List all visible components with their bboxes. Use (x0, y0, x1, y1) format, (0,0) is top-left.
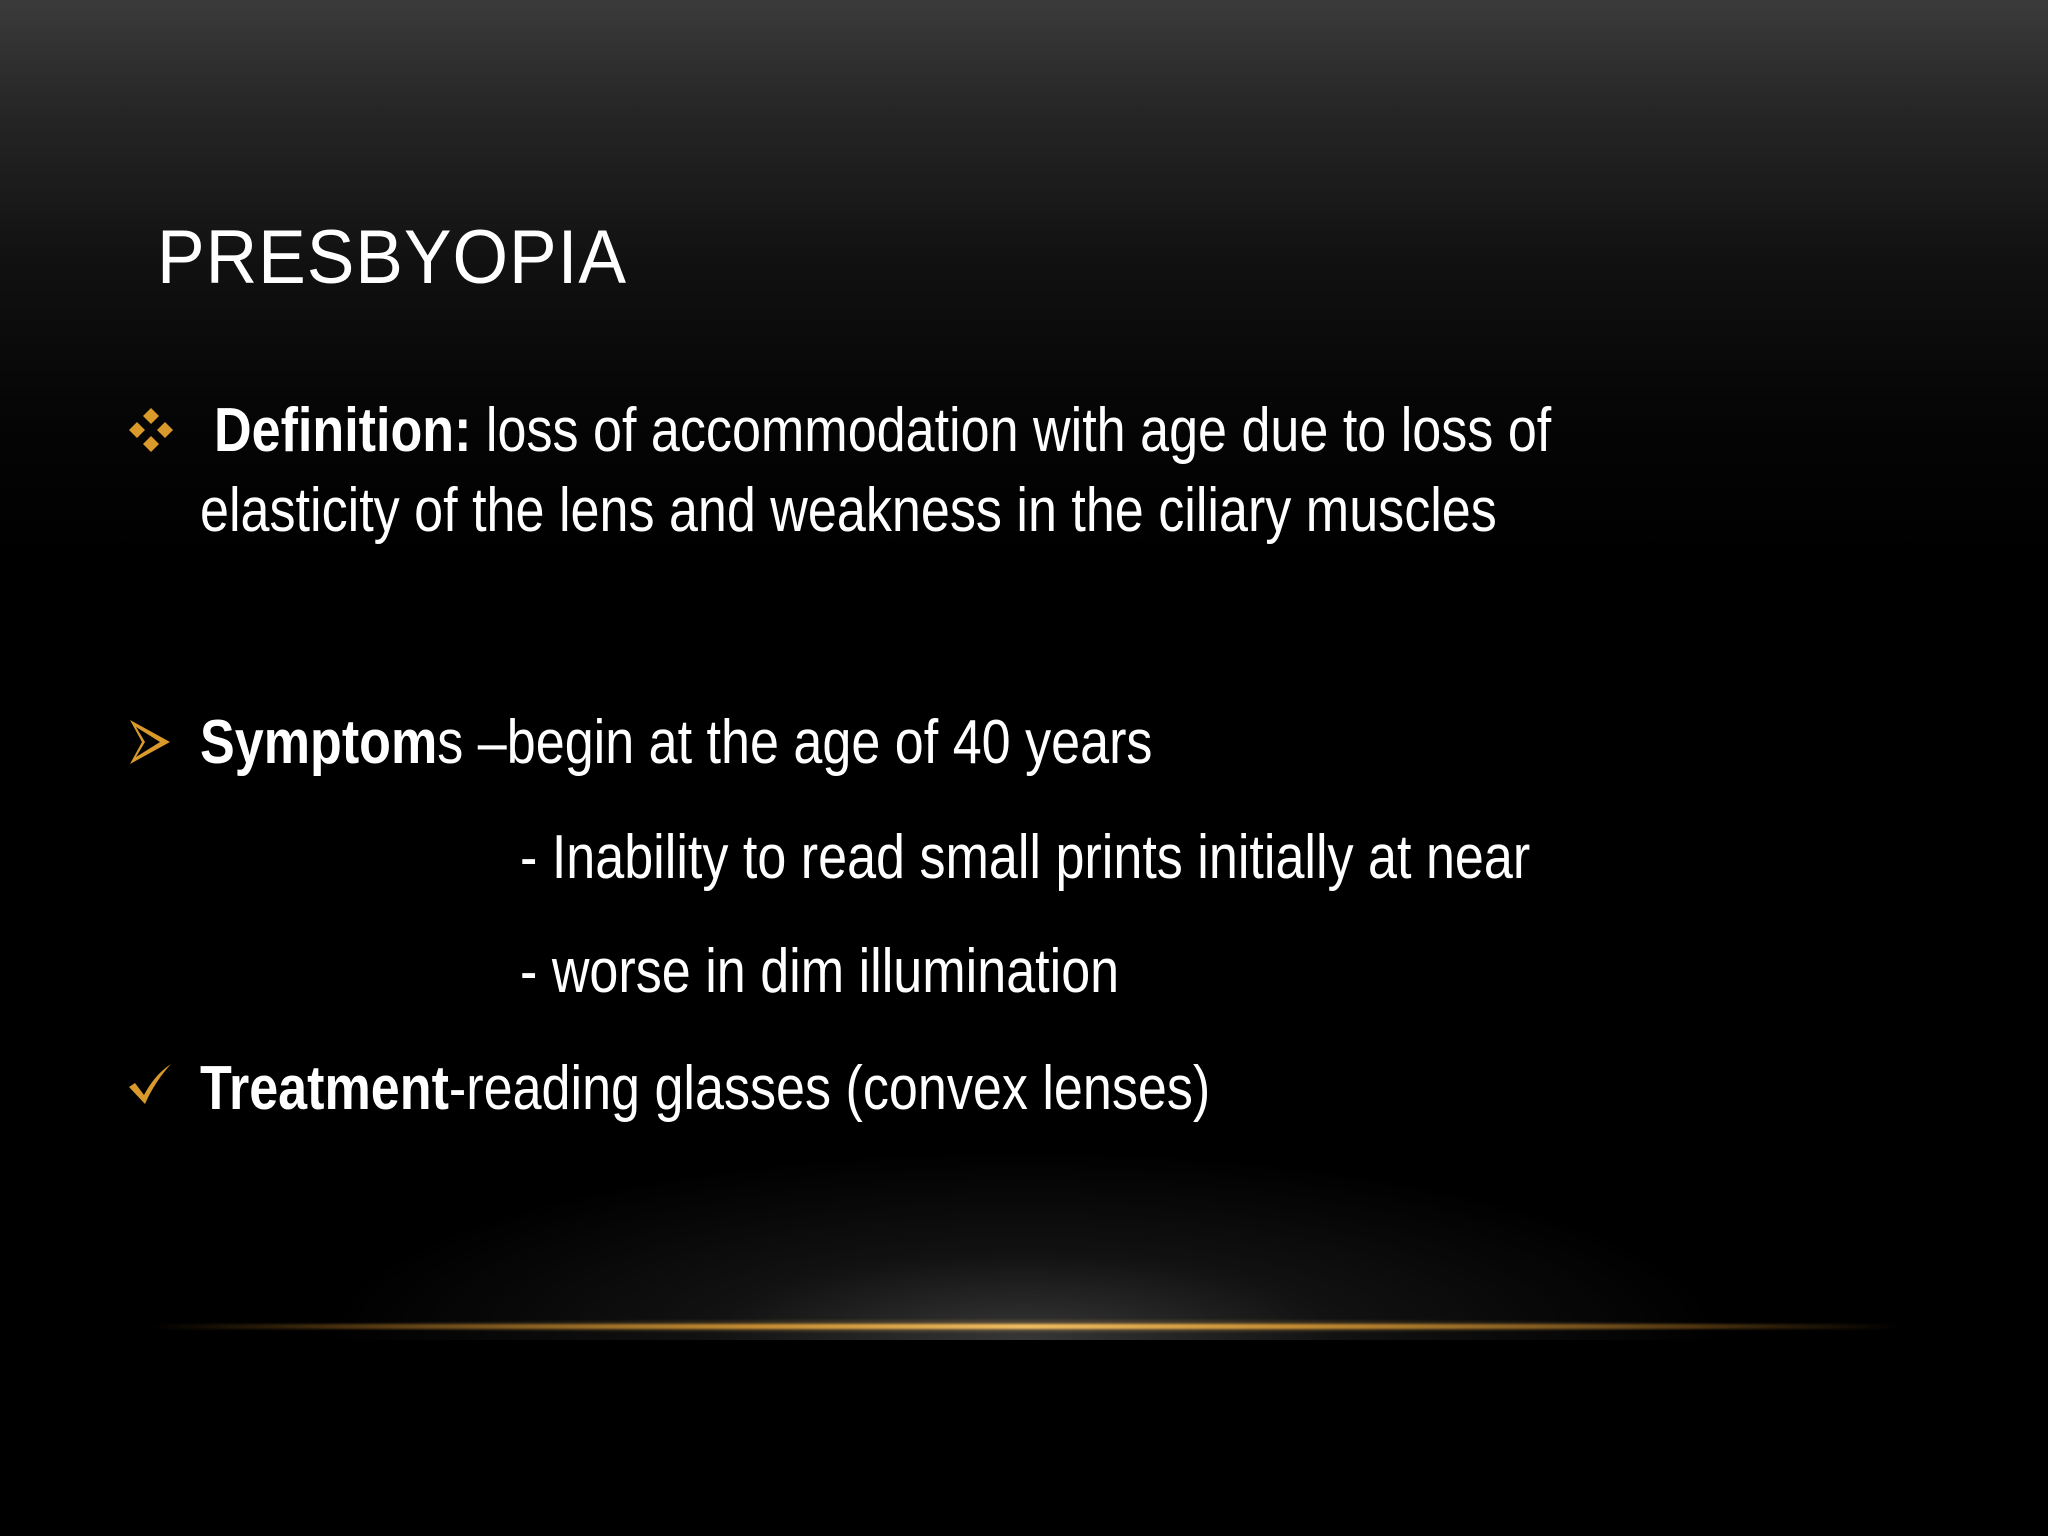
definition-line-2: elasticity of the lens and weakness in the ciliary muscles (200, 476, 1497, 545)
symptom-item-2: - worse in dim illumination (520, 937, 1120, 1006)
four-diamond-icon (127, 406, 175, 454)
definition-label: Definition: (214, 396, 472, 465)
gold-divider-line (150, 1324, 1900, 1329)
symptoms-label: Symptom (200, 708, 438, 777)
treatment-line (200, 1049, 1210, 1129)
arrow-triangle-icon (128, 718, 172, 766)
symptom-item-1: - Inability to read small prints initially at near (520, 823, 1531, 892)
symptoms-line (200, 703, 1152, 783)
symptoms-text: –begin at the age of 40 years (463, 708, 1153, 777)
definition-line-1 (214, 391, 1551, 471)
symptoms-label-suffix: s (437, 708, 464, 777)
treatment-label: Treatment (200, 1054, 449, 1123)
slide-title: PRESBYOPIA (157, 215, 627, 300)
treatment-text: -reading glasses (convex lenses) (448, 1054, 1211, 1123)
definition-text: loss of accommodation with age due to loss of (471, 396, 1552, 465)
stage-glow (324, 1150, 1724, 1340)
checkmark-icon (125, 1060, 175, 1110)
